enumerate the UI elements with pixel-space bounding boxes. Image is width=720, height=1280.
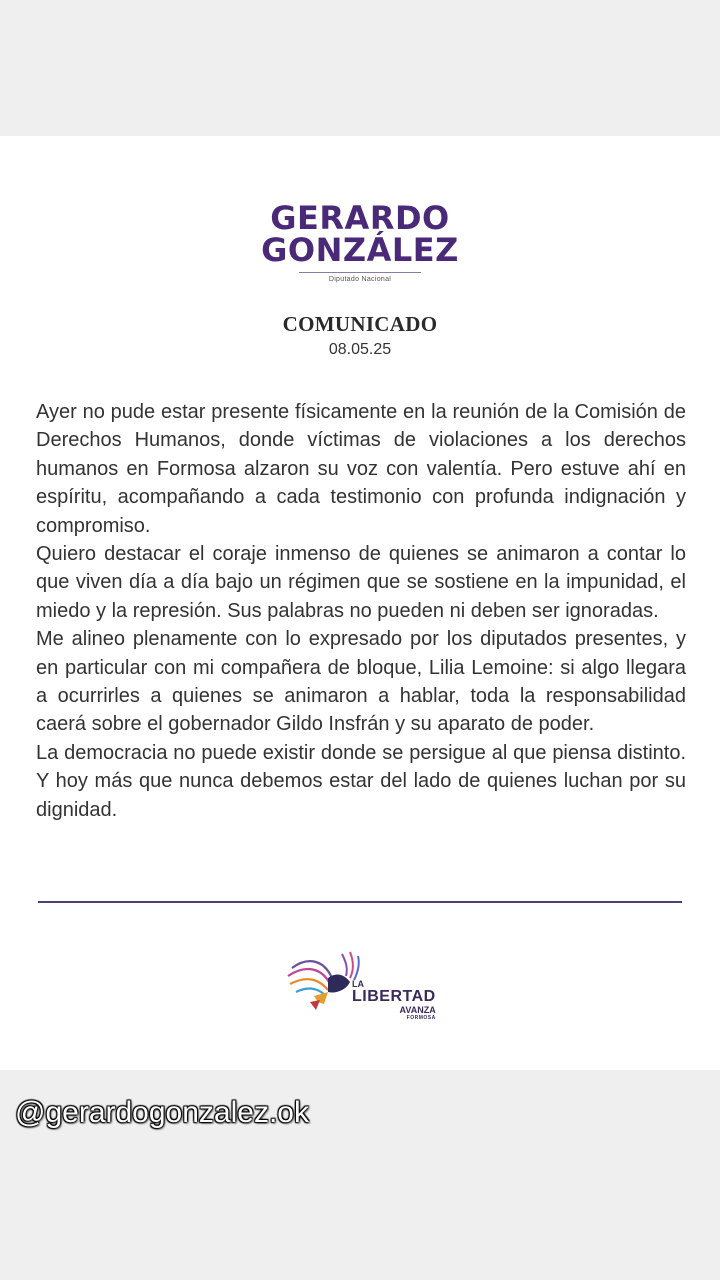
brand-header	[0, 199, 720, 283]
body-paragraph: Me alineo plenamente con lo expresado por los diputados presentes, y en particular con mi compañera de bloque, Lilia Lemoine: si algo llegara a ocurrirles a quienes se animaron a hablar, toda la responsabilidad caerá sobre el gobernador Gildo Insfrán y su aparato de poder.	[36, 628, 686, 736]
logo-text-formosa: FORMOSA	[406, 1015, 436, 1021]
body-paragraph: Quiero destacar el coraje inmenso de quienes se animaron a contar lo que viven día a día bajo un régimen que se sostiene en la impunidad, el miedo y la represión. Sus palabras no pueden ni deben ser ignoradas.	[36, 543, 686, 622]
statement-title: COMUNICADO	[282, 312, 438, 336]
footer-divider	[38, 901, 682, 903]
logo-text-avanza: AVANZA	[399, 1005, 436, 1015]
body-paragraph: Ayer no pude estar presente físicamente en la reunión de la Comisión de Derechos Humanos, donde víctimas de violaciones a los derechos humanos en Formosa alzaron su voz con valentía. Pero estuve ahí en espíritu, acompañando a cada testimonio con profunda indignación y compromiso.	[36, 401, 686, 537]
social-handle[interactable]: @gerardogonzalez.ok	[15, 1096, 309, 1129]
logo-text-la: LA	[352, 979, 364, 989]
brand-divider	[299, 272, 421, 273]
brand-name-line2: GONZÁLEZ	[261, 231, 459, 269]
statement-date: 08.05.25	[328, 341, 392, 358]
party-logo	[284, 946, 444, 1026]
body-paragraph: La democracia no puede existir donde se persigue al que piensa distinto. Y hoy más que nunca debemos estar del lado de quienes luchan por su dignidad.	[36, 741, 686, 821]
statement-body	[36, 398, 686, 824]
brand-role: Diputado Nacional	[328, 276, 392, 283]
logo-text-libertad: LIBERTAD	[352, 988, 436, 1005]
brand-name-line1: GERARDO	[270, 199, 450, 237]
statement-document	[0, 136, 720, 1070]
party-logo-text	[352, 980, 436, 1021]
